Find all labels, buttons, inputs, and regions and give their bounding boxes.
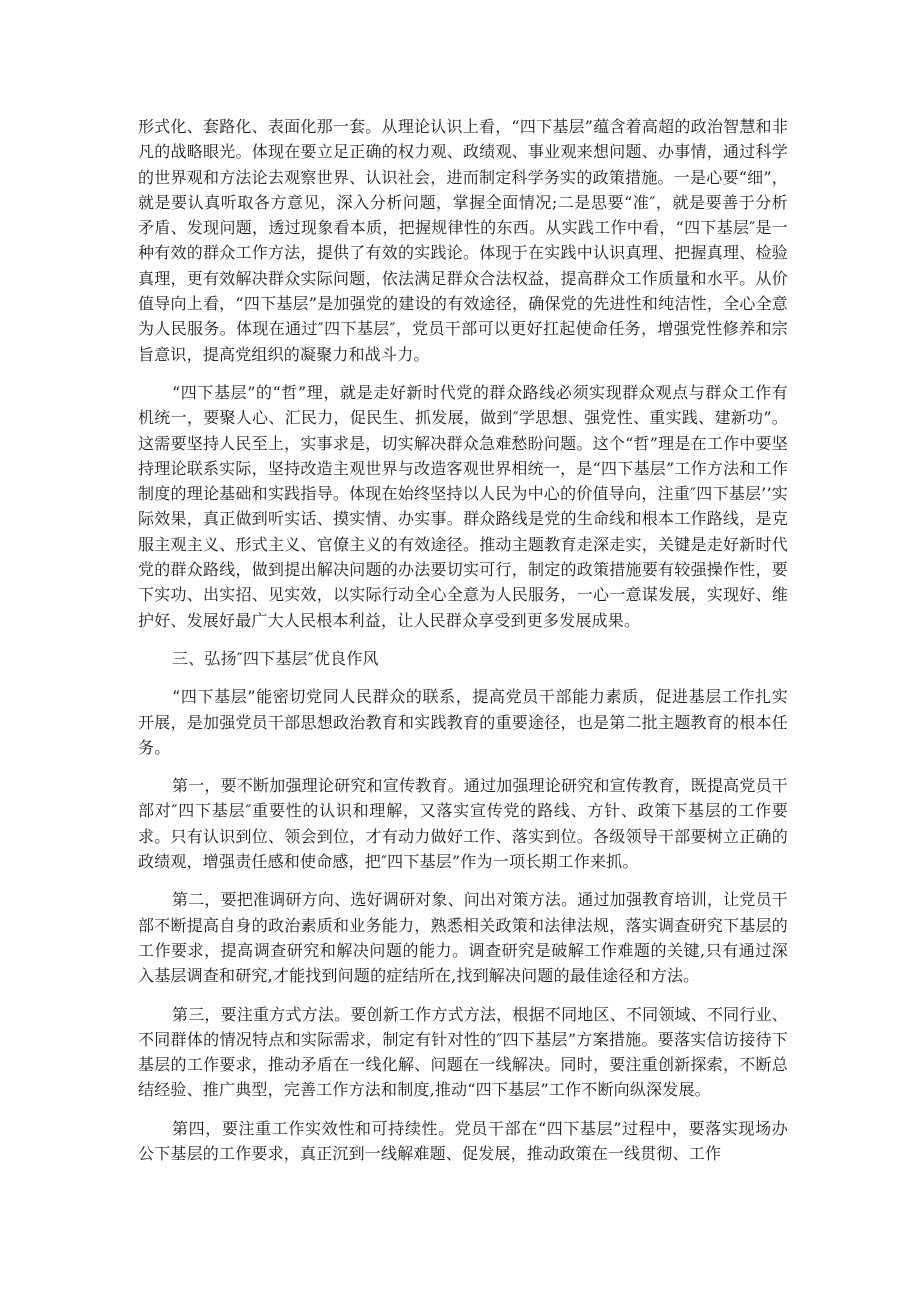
paragraph-text: “四下基层”的“哲”理，就是走好新时代党的群众路线必须实现群众观点与群众工作有机统一，要聚人心、汇民力，促民生、抓发展，做到″学思想、强党性、重实践、建新功”。这需要坚持人民至上，实事求是，切实解决群众急难愁盼问题。这个“哲”理是在工作中要坚持理论联系实际，坚持改造主观世界与改造客观世界相统一，是“四下基层”工作方法和工作制度的理论基础和实践指导。体现在始终坚持以人民为中心的价值导向，注重″四下基层’’实际效果，真正做到听实话、摸实情、办实事。群众路线是党的生命线和根本工作路线，是克服主观主义、形式主义、官僚主义的有效途径。推动主题教育走深走实，关键是走好新时代党的群众路线，做到提出解决问题的办法要切实可行，制定的政策措施要有较强操作性，要下实功、出实招、见实效，以实际行动全心全意为人民服务，一心一意谋发展，实现好、维护好、发展好最广大人民根本利益，让人民群众享受到更多发展成果。: [138, 382, 788, 630]
document-page: [138, 114, 788, 1166]
paragraph-text: 党员干部在“四下基层”过程中，要落实现场办公下基层的工作要求，真正沉到一线解难题、促发展，推动政策在一线贯彻、工作: [138, 1118, 789, 1163]
paragraph-text: 形式化、套路化、表面化那一套。从理论认识上看，“四下基层”蕴含着高超的政治智慧和非凡的战略眼光。体现在要立足正确的权力观、政绩观、事业观来想问题、办事情，通过科学的世界观和方法论去观察世界、认识社会，进而制定科学务实的政策措施。一是心要“细”，就是要认真听取各方意见，深入分析问题，掌握全面情况;二是思要“准″，就是要善于分析矛盾、发现问题，透过现象看本质，把握规律性的东西。从实践工作中看，“四下基层″是一种有效的群众工作方法，提供了有效的实践论。体现于在实践中认识真理、把握真理、检验真理，更有效解决群众实际问题，依法满足群众合法权益，提高群众工作质量和水平。从价值导向上看，“四下基层”是加强党的建设的有效途径，确保党的先进性和纯洁性，全心全意为人民服务。体现在通过″四下基层″，党员干部可以更好扛起使命任务，增强党性修养和宗旨意识，提高党组织的凝聚力和战斗力。: [138, 117, 788, 364]
paragraph-text: 通过加强教育培训，让党员干部不断提高自身的政治素质和业务能力，熟悉相关政策和法律法规，落实调查研究下基层的工作要求，提高调查研究和解决问题的能力。调查研究是破解工作难题的关键,只有通过深入基层调查和研究,才能找到问题的症结所在,找到解决问题的最佳途径和方法。: [138, 890, 788, 986]
paragraph-lead: 第三，要注重方式方法。: [172, 1004, 351, 1024]
paragraph-lead: 第一，要不断加强理论研究和宣传教育。: [172, 776, 464, 796]
paragraph-7: [138, 1002, 788, 1103]
paragraph-8: [138, 1116, 788, 1167]
paragraph-lead: 第二，要把准调研方向、选好调研对象、问出对策方法。: [172, 890, 578, 910]
paragraph-6: [138, 887, 788, 988]
section-heading: [138, 646, 788, 671]
paragraph-lead: 第四，要注重工作实效性和可持续性。: [172, 1118, 455, 1138]
paragraph-4: [138, 684, 788, 760]
paragraph-text: 要创新工作方式方法，根据不同地区、不同领域、不同行业、不同群体的情况特点和实际需求，制定有针对性的″四下基层”方案措施。要落实信访接待下基层的工作要求，推动矛盾在一线化解、问题在一线解决。同时，要注重创新探索，不断总结经验、推广典型，完善工作方法和制度,推动“四下基层”工作不断向纵深发展。: [138, 1004, 789, 1100]
paragraph-text: “四下基层”能密切党同人民群众的联系，提高党员干部能力素质，促进基层工作扎实开展，是加强党员干部思想政治教育和实践教育的重要途径，也是第二批主题教育的根本任务。: [138, 687, 788, 757]
paragraph-5: [138, 773, 788, 874]
paragraph-2: [138, 380, 788, 633]
section-heading-text: 三、弘扬″四下基层″优良作风: [172, 648, 379, 668]
paragraph-text: 通过加强理论研究和宣传教育，既提高党员干部对″四下基层″重要性的认识和理解，又落实宣传党的路线、方针、政策下基层的工作要求。只有认识到位、领会到位，才有动力做好工作、落实到位。各级领导干部要树立正确的政绩观，增强责任感和使命感，把″四下基层”作为一项长期工作来抓。: [138, 776, 788, 872]
paragraph-1: [138, 114, 788, 367]
